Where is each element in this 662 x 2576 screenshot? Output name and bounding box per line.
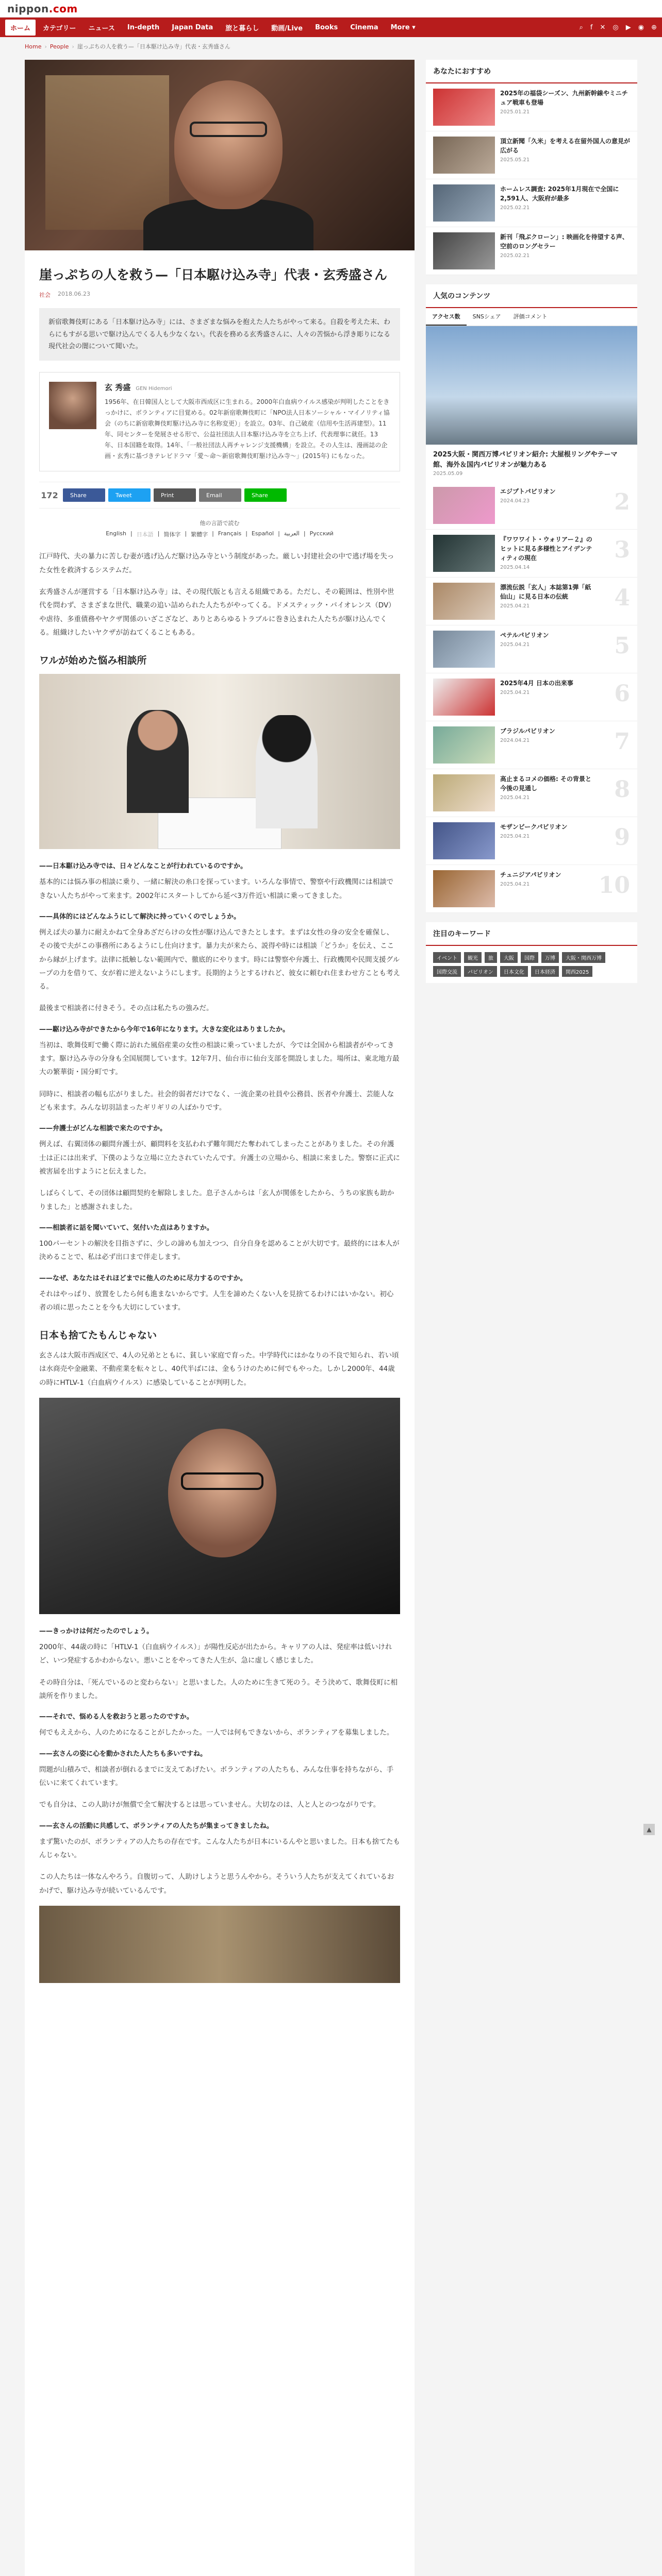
question: ——玄さんの活動に共感して、ボランティアの人たちが集まってきましたね。 (39, 1822, 273, 1830)
tab-access[interactable]: アクセス数 (426, 308, 467, 326)
tab-sns[interactable]: SNSシェア (472, 313, 501, 320)
nav-japan-data[interactable]: Japan Data (172, 23, 213, 31)
article-main (25, 60, 415, 2576)
ranking-item[interactable]: チュニジアパビリオン 2025.04.21 10 (426, 865, 637, 913)
answer: この人たちは一体なんやろう。自腹切って、人助けしようと思うんやから。そういう人たちが支えてくれているおかげで、駆け込み寺が続いているんです。 (39, 1873, 394, 1895)
breadcrumb-separator: › (44, 43, 47, 50)
globe-icon[interactable]: ⊕ (651, 23, 657, 31)
question: ——相談者に話を聞いていて、気付いた点はありますか。 (39, 1224, 213, 1232)
rss-icon[interactable]: ◉ (638, 23, 644, 31)
answer: 例えば、右翼団体の顧問弁護士が、顧問料を支払われず難年間だた奪われてしまったことがありました。その弁護士は正には出来ず、下僕のような立場に立たされていたんです。弁護士の立場から、相談に来ました。警察に正式に被害届を出すようにと伝えました。 (39, 1140, 400, 1176)
ranking-item[interactable]: エジプトパビリオン 2024.04.23 2 (426, 482, 637, 530)
language-switcher: 他の言語で読む English | 日本語 | 简体字 | 繁體字 | Français | Español | العربية | Русский (39, 519, 400, 538)
recommended-heading: あなたにおすすめ (426, 60, 637, 83)
recommended-item[interactable]: 2025年の福袋シーズン、九州新幹線やミニチュア戦車も登場 2025.01.21 (426, 83, 637, 131)
ranking-item[interactable]: ペテルパビリオン 2025.04.21 5 (426, 625, 637, 673)
share-count: 172 (41, 490, 58, 500)
keyword-tag[interactable]: イベント (433, 952, 461, 963)
hero-image (25, 60, 415, 250)
answer: 基本的には悩み事の相談に乗り、一緒に解決の糸口を探っています。いろんな事情で、警察や行政機関には相談できない人たちがやって来ます。2002年にスタートしてから延べ3万件近い相談に乗ってきました。 (39, 878, 394, 900)
question: ——なぜ、あなたはそれほどまでに他人のために尽力するのですか。 (39, 1274, 247, 1282)
breadcrumb (0, 37, 662, 56)
answer: 2000年、44歳の時に「HTLV-1（白血病ウイルス）」が陽性反応が出たから。キャリアの人は、発症率は低いけれど、いつ発症するかわからない。悪いことをやってきた人生が、急に虚しく感じました。 (39, 1643, 392, 1665)
article-date: 2018.06.23 (58, 291, 90, 298)
ranking-item[interactable]: ブラジルパビリオン 2024.04.21 7 (426, 721, 637, 769)
nav-in-depth[interactable]: In-depth (127, 23, 160, 31)
body-paragraph: 玄秀盛さんが運営する「日本駆け込み寺」は、その現代版とも言える組織である。ただし、その範囲は、性別や世代を問わず、さまざまな世代、職業の追い詰められた人たちがやってくる。ドメスティック・バイオレンス（DV）や虐待、多重債務やヤクザ関係のいざこざなど、ありとあらゆるトラブルに巻き込まれた人たちが駆け込んでくる。組織けしたいヤクザが訪ねてくることもある。 (39, 588, 395, 637)
search-icon[interactable]: ⌕ (579, 23, 583, 31)
ranking-item[interactable]: 2025年4月 日本の出来事 2025.04.21 6 (426, 673, 637, 721)
language-title: 他の言語で読む (200, 520, 240, 527)
keyword-tag[interactable]: 観光 (464, 952, 482, 963)
keyword-tag[interactable]: パビリオン (464, 966, 497, 977)
keyword-tag[interactable]: 国際交流 (433, 966, 461, 977)
question: ——具体的にはどんなふうにして解決に持っていくのでしょうか。 (39, 912, 241, 921)
keyword-tag[interactable]: 旅 (485, 952, 497, 963)
author-photo (49, 382, 96, 429)
answer: その時自分は、「死んでいるのと変わらない」と思いました。人のために生きて死のう。そう決めて、歌舞伎町に相談所を作りました。 (39, 1678, 398, 1701)
author-box (39, 372, 400, 471)
nav-video[interactable]: 動画/Live (271, 24, 303, 32)
body-paragraph: 玄さんは大阪市西成区で、4人の兄弟とともに、貧しい家庭で育った。中学時代にはかなりの不良で知られ、若い頃は水商売や金融業、不動産業を転々とし、40代半ばには、金もうけのために何でもやった。しかし2000年、44歳の時にHTLV-1（白血病ウイルス）に感染していることが判明した。 (39, 1351, 399, 1387)
question: ——駆け込み寺ができたから今年で16年になります。大きな変化はありましたか。 (39, 1025, 290, 1033)
ranking-item[interactable]: 高止まるコメの価格: その背景と今後の見通し 2025.04.21 8 (426, 769, 637, 817)
ranking-item[interactable]: 漂流伝説「玄人」本誌第1弾「紙仙山」に見る日本の伝統 2025.04.21 4 (426, 578, 637, 625)
section-heading: ワルが始めた悩み相談所 (39, 655, 147, 667)
question: ——弁護士がどんな相談で来たのですか。 (39, 1125, 167, 1133)
nav-more[interactable]: More ▾ (390, 23, 416, 31)
lang-russian[interactable]: Русский (309, 530, 334, 537)
recommended-item[interactable]: 新刊「飛ぶクローン」: 映画化を待望する声、空前のロングセラー 2025.02.21 (426, 227, 637, 275)
arrow-up-icon: ▲ (647, 1826, 652, 1833)
keyword-tag[interactable]: 日本経済 (531, 966, 559, 977)
facebook-share-button[interactable]: Share (63, 488, 105, 502)
answer: 何でもええから、人のためになることがしたかった。一人では何もできないから、ボランティアを募集しました。 (39, 1728, 394, 1737)
print-button[interactable]: Print (154, 488, 196, 502)
youtube-icon[interactable]: ▶ (625, 23, 631, 31)
answer: 例えば夫の暴力に耐えかねて全身あざだらけの女性が駆け込んできたとします。まずは女性の身の安全を確保し、その後で夫がこの事務所にあるようにし仕向けます。暴力夫が来たら、説得や時には相談「どうか」を伝え、ここから縁が上げます。法律に抵触しない範囲内で、徹底的にやります。時には警察や弁護士、行政機関や民間支援グループの力を借りて、女が着に逆えないようにします。長期的ようとするけれど、彼女に頼むれ住まわせ方ことも考える。 (39, 928, 400, 991)
interview-photo (39, 674, 400, 849)
ranking-box (426, 284, 637, 913)
answer: 同時に、相談者の幅も広がりました。社会的弱者だけでなく、一流企業の社員や公務員、医者や弁護士、芸能人なども来ます。みんな切羽詰まったギリギリの人ばかりです。 (39, 1090, 394, 1112)
author-name: 玄 秀盛 GEN Hidemori (105, 383, 172, 393)
section-heading: 日本も捨てたもんじゃない (39, 1330, 157, 1342)
breadcrumb-separator: › (72, 43, 74, 50)
instagram-icon[interactable]: ◎ (613, 23, 619, 31)
tweet-button[interactable]: Tweet (108, 488, 151, 502)
x-icon[interactable]: ✕ (600, 23, 606, 31)
nav-icons (580, 24, 657, 31)
question: ——日本駆け込み寺では、日々どんなことが行われているのですか。 (39, 862, 247, 871)
nav-category[interactable]: カテゴリー (43, 24, 76, 32)
article-category[interactable]: 社会 (39, 292, 51, 299)
ranking-item[interactable]: 『ワワワイト・ウォリアー２』のヒットに見る多様性とアイデンティティの現在 2025.04.14 3 (426, 530, 637, 578)
nav-cinema[interactable]: Cinema (350, 23, 378, 31)
lang-spanish[interactable]: Español (251, 530, 274, 537)
nav-travel[interactable]: 旅と暮らし (225, 24, 259, 32)
answer: それはやっぱり、放置をしたら何も進まないからです。人生を諦めたくない人を見捨てるわけにはいかない。初心者の頃に思ったことを今も大切にしています。 (39, 1290, 394, 1312)
nav-news[interactable]: ニュース (88, 24, 115, 32)
sidebar (426, 60, 637, 2576)
facebook-icon[interactable]: f (590, 23, 593, 31)
keywords-box (426, 922, 637, 983)
lang-traditional-chinese[interactable]: 繁體字 (191, 531, 208, 538)
lang-french[interactable]: Français (218, 530, 242, 537)
recommended-item[interactable]: 頂立新聞「久米」を考える在留外国人の意見が広がる 2025.05.21 (426, 131, 637, 179)
keyword-tag[interactable]: 大阪・関西万博 (562, 952, 605, 963)
question: ——きっかけは何だったのでしょう。 (39, 1628, 154, 1636)
portrait-photo (39, 1398, 400, 1614)
ranking-item[interactable]: モザンビークパビリオン 2025.04.21 9 (426, 817, 637, 865)
nav-books[interactable]: Books (315, 23, 338, 31)
question: ——それで、悩める人を救おうと思ったのですか。 (39, 1713, 193, 1721)
recommended-box (426, 60, 637, 275)
keyword-tag[interactable]: 国際 (521, 952, 538, 963)
keywords-heading: 注目のキーワード (426, 922, 637, 946)
article-lead: 新宿歌舞伎町にある「日本駆け込み寺」には、さまざまな悩みを抱えた人たちがやって来る。自殺を考えた末、わらにもすがる思いで駆け込んでくる人も少なくない。代表を務める玄秀盛さんに、人々の苦悩から浮き彫りになる現代社会の闇について聞いた。 (39, 308, 400, 361)
answer: 最後まで相談者に付きそう。その点は私たちの強みだ。 (39, 1004, 213, 1013)
email-button[interactable]: Email (199, 488, 241, 502)
nav-home[interactable]: ホーム (5, 20, 36, 36)
site-logo[interactable]: nippon.com (7, 2, 78, 15)
author-bio: 1956年、在日韓国人として大阪市西成区に生まれる。2000年白血病ウイルス感染が判明したことをきっかけに、ボランティアに目覚める。02年新宿歌舞伎町に「NPO法人日本ソーシャル・マイノリティ協会（のちに新宿歌舞伎町駆け込み寺に名称変更）」を設立。03年、自己破産（信用や生活再建型）。11年、同センターを発展させる形で、公益社団法人日本駆け込み寺を立ち上げ、代表理事に就任。13年、日本国籍を取得。14年、「一般社団法人再チャレンジ支援機構」を設立。その人生は、漫画誌の企画・玄秀に基づきテレビドラマ「愛～命～新宿歌舞伎町駆け込み寺～」(2015年) にもなった。 (105, 398, 390, 460)
answer: 当初は、歌舞伎町で働く際に訪れた風俗産業の女性の相談に乗っていましたが、今では全国から相談者がやってきます。駆け込み寺の分身も全国展開しています。12年7月、仙台市に仙台支部を開設しました。場所は、東北地方最大の繁華街・国分町です。 (39, 1041, 400, 1077)
answer: でも自分は、この人助けが無償で全て解決するとは思っていません。大切なのは、人と人とのつながりです。 (39, 1801, 380, 1809)
line-share-button[interactable]: Share (244, 488, 287, 502)
breadcrumb-people[interactable]: People (49, 43, 69, 50)
answer: しばらくして、その団体は顧問契約を解除しました。息子さんからは「玄人が関係をしたから、うちの家族も助かりました」と感謝されました。 (39, 1189, 394, 1211)
body-paragraph: 江戸時代、夫の暴力に苦しむ妻が逃げ込んだ駆け込み寺という制度があった。厳しい封建社会の中で逃げ場を失った女性を救済するシステムだ。 (39, 552, 394, 574)
answer: 100パーセントの解決を目指さずに、少しの諦めも加えつつ、自分自身を認めることが大切です。最終的には本人が決めることで、私は必ず出口まで伴走します。 (39, 1239, 400, 1262)
keyword-tag[interactable]: 日本文化 (500, 966, 528, 977)
office-photo (39, 1906, 400, 1983)
back-to-top-button[interactable] (643, 1824, 655, 1835)
top-bar (0, 0, 662, 18)
answer: 問題が山積みで、相談者が倒れるまでに支えてあげたい。ボランティアの人たちも、みんな仕事を持ちながら、手伝いに来てくれています。 (39, 1765, 394, 1787)
ranking-top-item[interactable]: 2025大阪・関西万博パビリオン紹介: 大屋根リングやテーマ館、海外＆国内パビリオンが魅力ある 2025.05.09 (426, 326, 637, 482)
keyword-tag[interactable]: 大阪 (500, 952, 518, 963)
lang-simplified-chinese[interactable]: 简体字 (163, 531, 181, 538)
lang-arabic[interactable]: العربية (284, 530, 300, 537)
breadcrumb-home[interactable]: Home (25, 43, 42, 50)
answer: まず驚いたのが、ボランティアの人たちの存在です。こんな人たちが日本にいるんやと思いました。日本も捨てたもんじゃない。 (39, 1837, 400, 1859)
lang-english[interactable]: English (106, 530, 126, 537)
breadcrumb-current: 崖っぷちの人を救う—「日本駆け込み寺」代表・玄秀盛さん (77, 43, 230, 50)
ranking-heading: 人気のコンテンツ (426, 284, 637, 308)
question: ——玄さんの姿に心を動かされた人たちも多いですね。 (39, 1750, 207, 1758)
main-nav (0, 18, 662, 37)
share-bar (39, 482, 400, 509)
keyword-tag[interactable]: 関西2025 (562, 966, 592, 977)
lang-japanese: 日本語 (136, 531, 154, 538)
recommended-item[interactable]: ホームレス調査: 2025年1月現在で全国に2,591人、大阪府が最多 2025.02.21 (426, 179, 637, 227)
tab-comment[interactable]: 評価コメント (513, 313, 548, 320)
article-title: 崖っぷちの人を救う—「日本駆け込み寺」代表・玄秀盛さん (39, 267, 388, 282)
keyword-tag[interactable]: 万博 (541, 952, 559, 963)
